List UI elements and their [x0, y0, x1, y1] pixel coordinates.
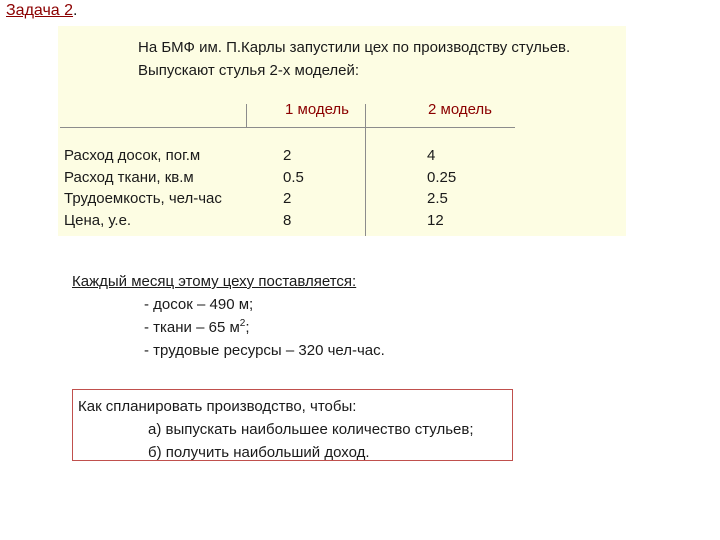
model-1-price: 8 [283, 211, 292, 229]
row-label-boards: Расход досок, пог.м [64, 147, 201, 164]
model-2-boards: 4 [427, 147, 436, 164]
model-2-fabric: 0.25 [427, 168, 457, 186]
supply-labor: - трудовые ресурсы – 320 чел-час. [144, 342, 385, 359]
model-2-price: 12 [427, 211, 444, 229]
model-1-boards: 2 [283, 147, 292, 164]
row-labels [64, 145, 222, 231]
question-lead: Как спланировать производство, чтобы: [78, 398, 357, 415]
task-title [6, 2, 77, 20]
question-text [78, 395, 474, 464]
row-label-labor: Трудоемкость, чел-час [64, 190, 222, 207]
table-divider-horizontal [60, 127, 515, 128]
table-divider-vertical-2 [365, 104, 366, 236]
row-label-price: Цена, у.е. [64, 211, 132, 229]
row-label-fabric: Расход ткани, кв.м [64, 168, 194, 186]
supply-section [72, 270, 385, 362]
supply-fabric-end: ; [245, 319, 250, 336]
model-1-labor: 2 [283, 190, 292, 207]
intro-line-2: Выпускают стулья 2-х моделей: [138, 62, 360, 79]
intro-text [138, 36, 570, 82]
model-1-fabric: 0.5 [283, 168, 304, 186]
question-option-b: б) получить наибольший доход. [148, 444, 370, 461]
model-1-values [283, 145, 304, 231]
question-option-a: а) выпускать наибольшее количество стульев; [148, 421, 474, 438]
table-divider-vertical-1 [246, 104, 247, 128]
supply-fabric-text: - ткани – 65 м [144, 319, 240, 336]
task-title-label: Задача 2 [6, 2, 74, 19]
intro-line-1: На БМФ им. П.Карлы запустили цех по производству стульев. [138, 39, 571, 56]
column-header-model-2: 2 модель [428, 101, 492, 118]
supply-boards: - досок – 490 м; [144, 296, 254, 313]
supply-fabric [72, 316, 385, 339]
task-title-dot: . [73, 2, 78, 19]
supply-fabric-superscript: 2 [239, 318, 246, 329]
model-2-labor: 2.5 [427, 190, 448, 207]
supply-heading: Каждый месяц этому цеху поставляется: [72, 273, 357, 290]
model-2-values [427, 145, 456, 231]
column-header-model-1: 1 модель [285, 101, 349, 118]
